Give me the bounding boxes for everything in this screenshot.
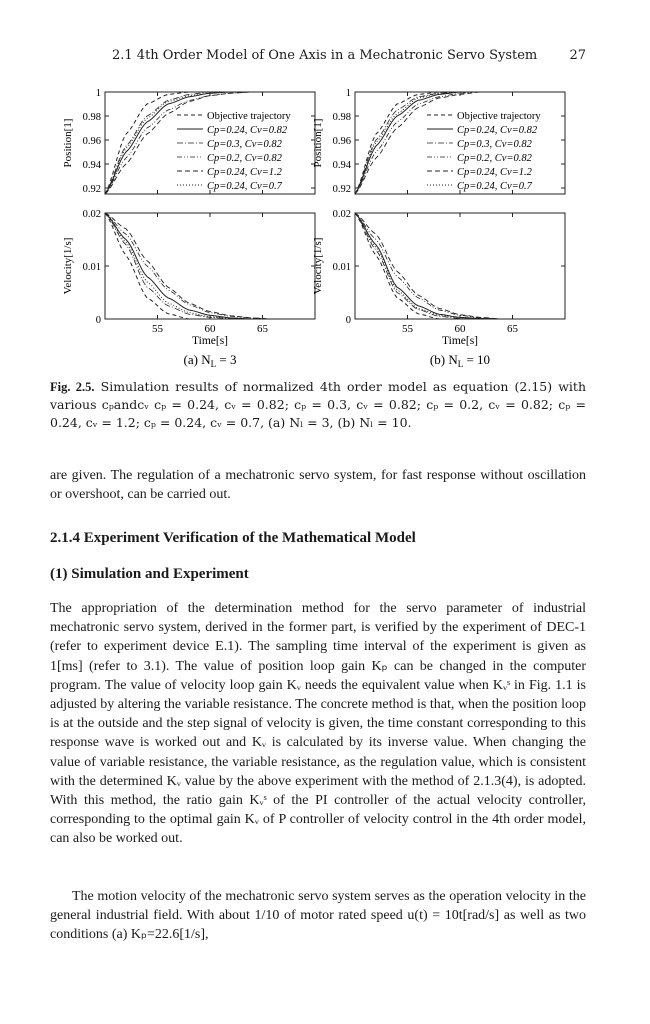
y-tick-label: 0.02 xyxy=(332,209,351,220)
legend-entry: Cp=0.24, Cv=1.2 xyxy=(207,167,282,178)
legend-entry: Cp=0.24, Cv=0.82 xyxy=(207,125,288,136)
legend-entry: Objective trajectory xyxy=(207,111,291,122)
x-tick-label: 65 xyxy=(257,323,268,335)
y-tick-label: 0.01 xyxy=(332,262,351,273)
subcaption-b: (b) $N_L = 10$ xyxy=(429,352,491,369)
y-tick-label: 0.94 xyxy=(332,160,351,171)
series-line xyxy=(105,213,315,319)
x-axis-label-b: Time[s] xyxy=(442,335,478,347)
paragraph-3: The motion velocity of the mechatronic servo system serves as the operation velocity in the general industrial field. With about 1/10 of motor rated speed u(t) = 10t[rad/s] as well as two conditions (a) Kₚ=22.6[1/s], xyxy=(50,889,586,943)
y-tick-label: 0.92 xyxy=(82,184,101,195)
y-tick-label: 0.98 xyxy=(82,112,101,123)
series-line xyxy=(355,213,565,319)
x-tick-label: 60 xyxy=(454,323,466,335)
series-line xyxy=(105,213,315,319)
y-axis-label: Velocity[1/s] xyxy=(62,237,74,295)
caption-label: Fig. 2.5. xyxy=(50,380,95,394)
y-tick-label: 1 xyxy=(95,88,101,99)
y-tick-label: 0.98 xyxy=(332,112,351,123)
legend-entry: Cp=0.2, Cv=0.82 xyxy=(457,153,532,164)
x-tick-label: 55 xyxy=(402,323,413,335)
panel-frame xyxy=(105,213,315,319)
page-header xyxy=(50,48,586,66)
subcaption-a: (a) $N_L = 3$ xyxy=(183,352,237,369)
figure-2-5 xyxy=(50,76,586,372)
x-tick-label: 60 xyxy=(204,323,216,335)
y-tick-label: 0.96 xyxy=(82,136,101,147)
y-tick-label: 0.01 xyxy=(82,262,101,273)
series-line xyxy=(105,213,315,319)
panel-4 xyxy=(312,209,565,335)
panel-1 xyxy=(62,88,315,195)
series-line xyxy=(105,213,315,319)
panel-3 xyxy=(62,209,315,335)
legend-entry: Cp=0.24, Cv=0.7 xyxy=(207,181,282,192)
y-tick-label: 0.92 xyxy=(332,184,351,195)
legend-entry: Cp=0.2, Cv=0.82 xyxy=(207,153,282,164)
paragraph-2: The appropriation of the determination method for the servo parameter of industrial mechatronic servo system, derived in the former part, is verified by the experiment of DEC-1 (refer to experiment device E.1). The sampling time interval of the experiment is given as 1[ms] (refer to 3.1). The value of position loop gain Kₚ can be changed in the computer program. The value of velocity loop gain Kᵥ needs the equivalent value when Kᵥˢ in Fig. 1.1 is adjusted by altering the variable resistance. The concrete method is that, when the position loop is at the outside and the step signal of velocity is given, the time constant corresponding to this response wave is worked out and Kᵥ is calculated by its inverse value. When changing the value of variable resistance, the variable resistance, as the regulation value, which is consistent with the determined Kᵥ value by the above experiment with the method of 2.1.3(4), is adopted. With this method, the ratio gain Kᵥˢ of the PI controller of the actual velocity controller, corresponding to the optimal gain Kᵥ of P controller of velocity control in the 4th order model, can also be worked out. xyxy=(50,601,586,847)
y-axis-label: Position[1] xyxy=(312,118,324,168)
legend-entry: Objective trajectory xyxy=(457,111,541,122)
legend-entry: Cp=0.24, Cv=0.82 xyxy=(457,125,538,136)
figure-caption xyxy=(50,378,586,432)
y-tick-label: 0 xyxy=(95,315,101,326)
section-heading: 2.1.4 Experiment Verification of the Mathematical Model xyxy=(50,530,416,546)
y-tick-label: 0.94 xyxy=(82,160,101,171)
panel-2 xyxy=(312,88,565,195)
y-tick-label: 1 xyxy=(345,88,351,99)
legend-entry: Cp=0.3, Cv=0.82 xyxy=(207,139,282,150)
legend-entry: Cp=0.3, Cv=0.82 xyxy=(457,139,532,150)
page-number: 27 xyxy=(569,48,586,63)
y-axis-label: Position[1] xyxy=(62,118,74,168)
series-line xyxy=(105,213,315,319)
subsection-heading: (1) Simulation and Experiment xyxy=(50,566,249,582)
x-tick-label: 55 xyxy=(152,323,163,335)
legend-entry: Cp=0.24, Cv=0.7 xyxy=(457,181,532,192)
y-axis-label: Velocity[1/s] xyxy=(312,237,324,295)
paragraph-1: are given. The regulation of a mechatronic servo system, for fast response without oscillation or overshoot, can be carried out. xyxy=(50,468,586,503)
series-line xyxy=(105,213,315,319)
y-tick-label: 0.96 xyxy=(332,136,351,147)
x-tick-label: 65 xyxy=(507,323,518,335)
x-axis-label-a: Time[s] xyxy=(192,335,228,347)
caption-text: Simulation results of normalized 4th order model as equation (2.15) with various cₚandcᵥ cₚ = 0.24, cᵥ = 0.82; cₚ = 0.3, cᵥ = 0.82; cₚ = 0.2, cᵥ = 0.82; cₚ = 0.24, cᵥ = 1.2; cₚ = 0.24, cᵥ = 0.7, (a) Nₗ = 3, (b) Nₗ = 10. xyxy=(50,379,586,430)
legend-entry: Cp=0.24, Cv=1.2 xyxy=(457,167,532,178)
running-title: 2.1 4th Order Model of One Axis in a Mechatronic Servo System xyxy=(112,48,538,63)
y-tick-label: 0.02 xyxy=(82,209,101,220)
y-tick-label: 0 xyxy=(345,315,351,326)
